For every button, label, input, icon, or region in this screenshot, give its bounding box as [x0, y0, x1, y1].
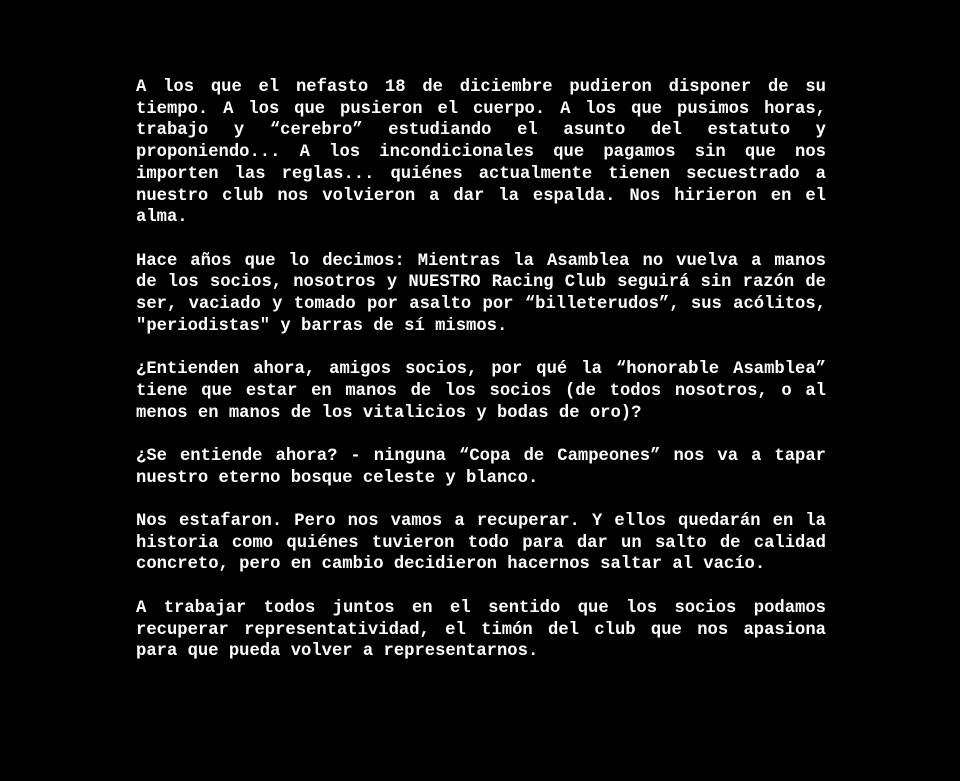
paragraph-3: ¿Entienden ahora, amigos socios, por qué la “honorable Asamblea” tiene que estar en manos de los socios (de todos nosotros, o al menos en manos de los vitalicios y bodas de oro)?	[136, 360, 826, 423]
paragraph-1: A los que el nefasto 18 de diciembre pudieron disponer de su tiempo. A los que pusieron el cuerpo. A los que pusimos horas, trabajo y “cerebro” estudiando el asunto del estatuto y proponiendo... A los incondicionales que pagamos sin que nos importen las reglas... quiénes actualmente tienen secuestrado a nuestro club nos volvieron a dar la espalda. Nos hirieron en el alma.	[136, 78, 826, 228]
paragraph-6: A trabajar todos juntos en el sentido que los socios podamos recuperar representatividad, el timón del club que nos apasiona para que pueda volver a representarnos.	[136, 598, 826, 662]
paragraph-5: Nos estafaron. Pero nos vamos a recuperar. Y ellos quedarán en la historia como quiénes tuvieron todo para dar un salto de calidad concreto, pero en cambio decidieron hacernos saltar al vacío.	[136, 512, 826, 575]
paragraph-4: ¿Se entiende ahora? - ninguna “Copa de Campeones” nos va a tapar nuestro eterno bosque celeste y blanco.	[136, 446, 826, 488]
paragraph-2: Hace años que lo decimos: Mientras la Asamblea no vuelva a manos de los socios, nosotros y NUESTRO Racing Club seguirá sin razón de ser, vaciado y tomado por asalto por “billeterudos”, sus acólitos, "periodistas" y barras de sí mismos.	[136, 251, 826, 336]
document-body	[136, 77, 826, 663]
